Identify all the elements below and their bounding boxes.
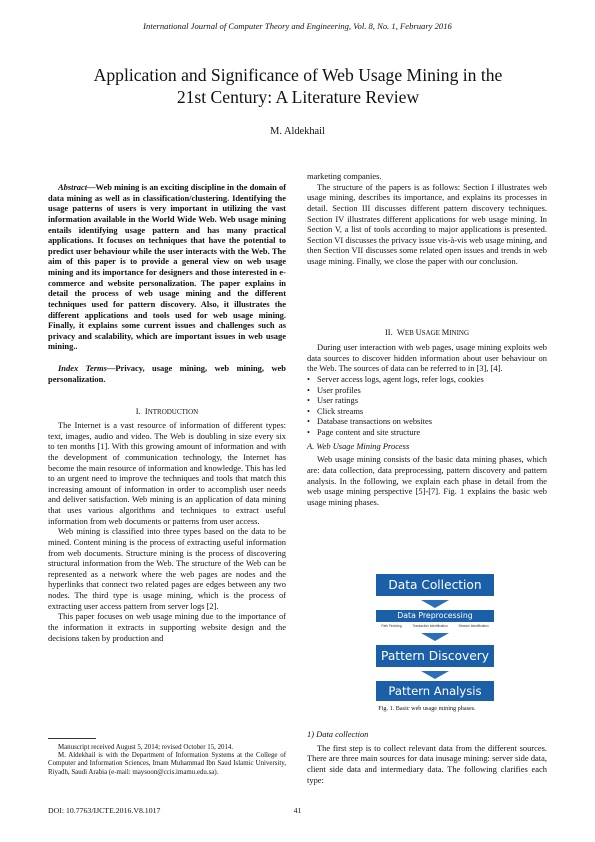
intro-paragraph-2: Web mining is classified into three types based on the data to be mined. Content mining is the process of extracting useful information from web documents. Structure mining is the process of discovering structural information from the Web. The structure of the Web can be represented as a network where the web pages are nodes and the hyperlinks that connect two related pages are edges between any two nodes. The third type is usage mining, which is the process of extracting user access pattern from server logs [2]. xyxy=(48,526,286,611)
list-item: • User ratings xyxy=(307,395,547,406)
subtask-label: Transaction Identification xyxy=(412,624,448,628)
figure-box-pattern-discovery: Pattern Discovery xyxy=(376,645,494,667)
title-line-1: Application and Significance of Web Usage Mining in the xyxy=(93,65,503,85)
footnote-rule xyxy=(48,738,96,739)
journal-header: International Journal of Computer Theory and Engineering, Vol. 8, No. 1, February 2016 xyxy=(143,21,452,31)
index-terms xyxy=(48,363,286,384)
data-collection-paragraph: The first step is to collect relevant data from the different sources. There are three main sources for data inusage mining: server side data, client side data and intermediary data. The following clarifies each type: xyxy=(307,742,547,785)
arrow-down-icon xyxy=(421,600,449,608)
section-heading-web-usage-mining: II. WEB USAGE MINING xyxy=(384,327,470,337)
intro-paragraph-3: This paper focuses on web usage mining due to the importance of the information it extracts in supporting website design and the decisions taken by production and xyxy=(48,611,286,643)
list-item: • Database transactions on websites xyxy=(307,416,547,427)
data-sources-list xyxy=(307,374,547,438)
data-collection-section xyxy=(307,729,547,785)
arrow-down-icon xyxy=(421,671,449,679)
index-terms-text: —Privacy, usage mining, web mining, web personalization. xyxy=(48,363,286,384)
continued-text: marketing companies. xyxy=(307,171,382,181)
list-item: • User profiles xyxy=(307,385,547,396)
footnote-received: Manuscript received August 5, 2014; revised October 15, 2014. xyxy=(58,744,234,751)
figure-web-usage-mining-phases xyxy=(376,572,494,704)
doi: DOI: 10.7763/IJCTE.2016.V8.1017 xyxy=(48,806,161,815)
list-item: • Server access logs, agent logs, refer logs, cookies xyxy=(307,374,547,385)
preprocessing-subtasks xyxy=(376,624,494,628)
figure-box-pattern-analysis: Pattern Analysis xyxy=(376,681,494,701)
paper-title xyxy=(48,64,548,108)
web-usage-mining-body xyxy=(307,342,547,507)
figure-box-data-preprocessing: Data Preprocessing xyxy=(376,610,494,622)
index-terms-label: Index Terms xyxy=(58,363,107,373)
title-line-2: 21st Century: A Literature Review xyxy=(176,87,420,107)
section-heading-introduction: I. INTRODUCTION xyxy=(135,406,199,416)
figure-caption: Fig. 1. Basic web usage mining phases. xyxy=(378,705,476,712)
author: M. Aldekhail xyxy=(270,126,325,137)
subtask-label: Session Identification xyxy=(458,624,489,628)
sec2-paragraph: During user interaction with web pages, usage mining exploits web data sources to discover hidden information about user behaviour on the Web. The sources of data can be referred to in [3], [4]. xyxy=(307,342,547,374)
subsection-heading-data-collection: 1) Data collection xyxy=(307,729,369,739)
subtask-label: Path Finishing xyxy=(381,624,402,628)
list-item: • Page content and site structure xyxy=(307,427,547,438)
introduction-body xyxy=(48,420,286,643)
right-column-top xyxy=(307,171,547,267)
list-item: • Click streams xyxy=(307,406,547,417)
footnote-affiliation: M. Aldekhail is with the Department of Information Systems at the College of Computer and Information Sciences, Imam Muhammad Ibn Saud Islamic University, Riyadh, Saudi Arabia (e-mail: maysoon@ccis.imamu.edu.sa). xyxy=(48,752,286,776)
arrow-down-icon xyxy=(421,633,449,641)
abstract-label: Abstract xyxy=(58,182,88,192)
process-paragraph: Web usage mining consists of the basic data mining phases, which are: data collection, data preprocessing, pattern discovery and pattern analysis. In the following, we explain each phase in detail from the web usage mining perspective [5]-[7]. Fig. 1 explains the basic web usage mining phases. xyxy=(307,454,547,507)
structure-paragraph: The structure of the papers is as follows: Section I illustrates web usage mining, describes its importance, and explains its processes in detail. Section III discusses different pattern discovery techniques. Section IV illustrates different applications for web usage mining. In Section V, a list of tools according to major applications is presented. Section VI discusses the privacy issue vis-à-vis web usage mining, and then Section VII discusses some related open issues and trends in web usage mining. Finally, we close the paper with our conclusion. xyxy=(307,181,547,266)
page-number: 41 xyxy=(293,806,302,815)
figure-box-data-collection: Data Collection xyxy=(376,574,494,596)
abstract-text: —Web mining is an exciting discipline in the domain of data mining as well as in classification/clustering. Identifying the usage patterns of users is very important in utilizing the vast information available in the World Wide Web. Web usage mining entails identifying usage pattern and has many practical applications. It focuses on techniques that have the potential to predict user behaviour while the user interacts with the Web. The aim of this paper is to provide a general view on web usage mining and its importance for designers and those interested in e-commerce and website personalization. The paper explains in detail the process of web usage mining and the different techniques used for pattern discovery. Also, it illustrates the different applications and tools used for web usage mining. Finally, it explains some current issues and challenges such as privacy and scalability, which are important issues in web usage mining.. xyxy=(48,182,286,352)
abstract xyxy=(48,182,286,352)
intro-paragraph-1: The Internet is a vast resource of information of different types: text, images, audio and video. The Web is doubling in size every six to ten months [1]. With this growing amount of information and with the development of communication technology, the Internet has become the main resource of information and knowledge. This has led to an urgent need to improve the techniques and tools that match this increasing amount of information in order to accomplish user needs and deliver satisfaction. Web mining is an application of data mining that uses various algorithms and techniques to extract useful information from web documents or patterns from user access. xyxy=(48,420,286,526)
footnote xyxy=(48,744,286,777)
subsection-heading-process: A. Web Usage Mining Process xyxy=(307,440,410,451)
